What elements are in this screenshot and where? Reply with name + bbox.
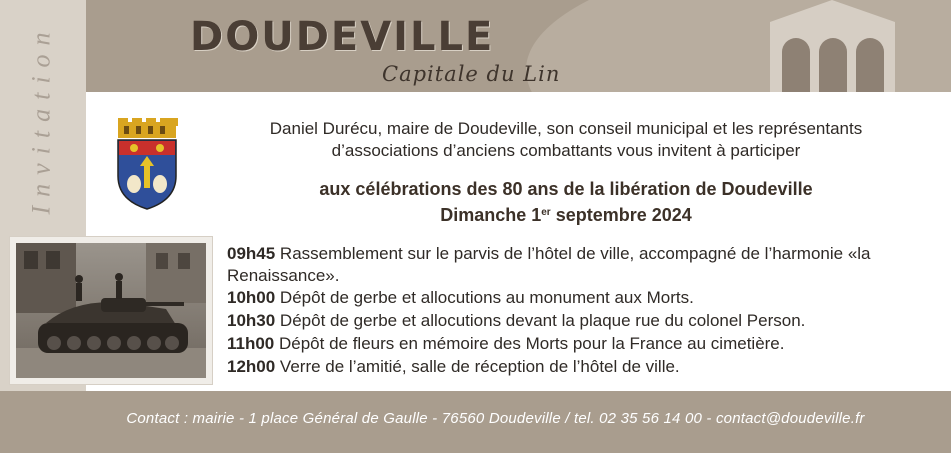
program-text: Dépôt de fleurs en mémoire des Morts pour la France au cimetière. xyxy=(274,334,785,353)
program-text: Dépôt de gerbe et allocutions au monument aux Morts. xyxy=(275,288,694,307)
program-item xyxy=(227,333,939,355)
program-time: 10h30 xyxy=(227,311,276,330)
invitation-line: d’associations d’anciens combattants vous invitent à participer xyxy=(331,141,801,160)
contact-info: Contact : mairie - 1 place Général de Gaulle - 76560 Doudeville / tel. 02 35 56 14 00 - contact@doudeville.fr xyxy=(126,410,865,427)
program-time: 10h00 xyxy=(227,288,276,307)
program-time: 11h00 xyxy=(227,334,275,353)
invitation-line: Daniel Durécu, maire de Doudeville, son conseil municipal et les représentants xyxy=(269,119,863,138)
program-item xyxy=(227,287,939,309)
program-text: Verre de l’amitié, salle de réception de l’hôtel de ville. xyxy=(275,357,680,376)
town-title: DOUDEVILLE xyxy=(190,14,495,60)
historic-photo-frame xyxy=(10,237,212,384)
invitation-vertical-label: Invitation xyxy=(27,23,56,215)
vertical-label-container xyxy=(22,14,62,224)
program-text: Dépôt de gerbe et allocutions devant la plaque rue du colonel Person. xyxy=(275,311,806,330)
program-time: 09h45 xyxy=(227,244,276,263)
event-date xyxy=(196,201,936,227)
historic-tank-photo xyxy=(16,243,206,378)
header-banner xyxy=(86,0,951,92)
event-headline xyxy=(196,178,936,227)
event-date-ordinal: er xyxy=(541,207,551,218)
coat-of-arms-icon xyxy=(114,116,180,210)
program-item xyxy=(227,243,939,287)
program-item xyxy=(227,310,939,332)
event-date-text: Dimanche 1 xyxy=(440,205,542,225)
building-arches-icon xyxy=(770,0,895,92)
footer-bar xyxy=(0,391,951,453)
program-time: 12h00 xyxy=(227,357,276,376)
left-strip xyxy=(0,0,86,453)
program-list xyxy=(227,243,939,378)
invitation-paragraph xyxy=(196,118,936,162)
town-subtitle: Capitale du Lin xyxy=(382,62,561,86)
program-item xyxy=(227,356,939,378)
event-date-rest: septembre 2024 xyxy=(550,205,692,225)
program-text: Rassemblement sur le parvis de l’hôtel de ville, accompagné de l’harmonie «la Renaissance». xyxy=(227,244,871,285)
event-title: aux célébrations des 80 ans de la libération de Doudeville xyxy=(319,179,813,199)
